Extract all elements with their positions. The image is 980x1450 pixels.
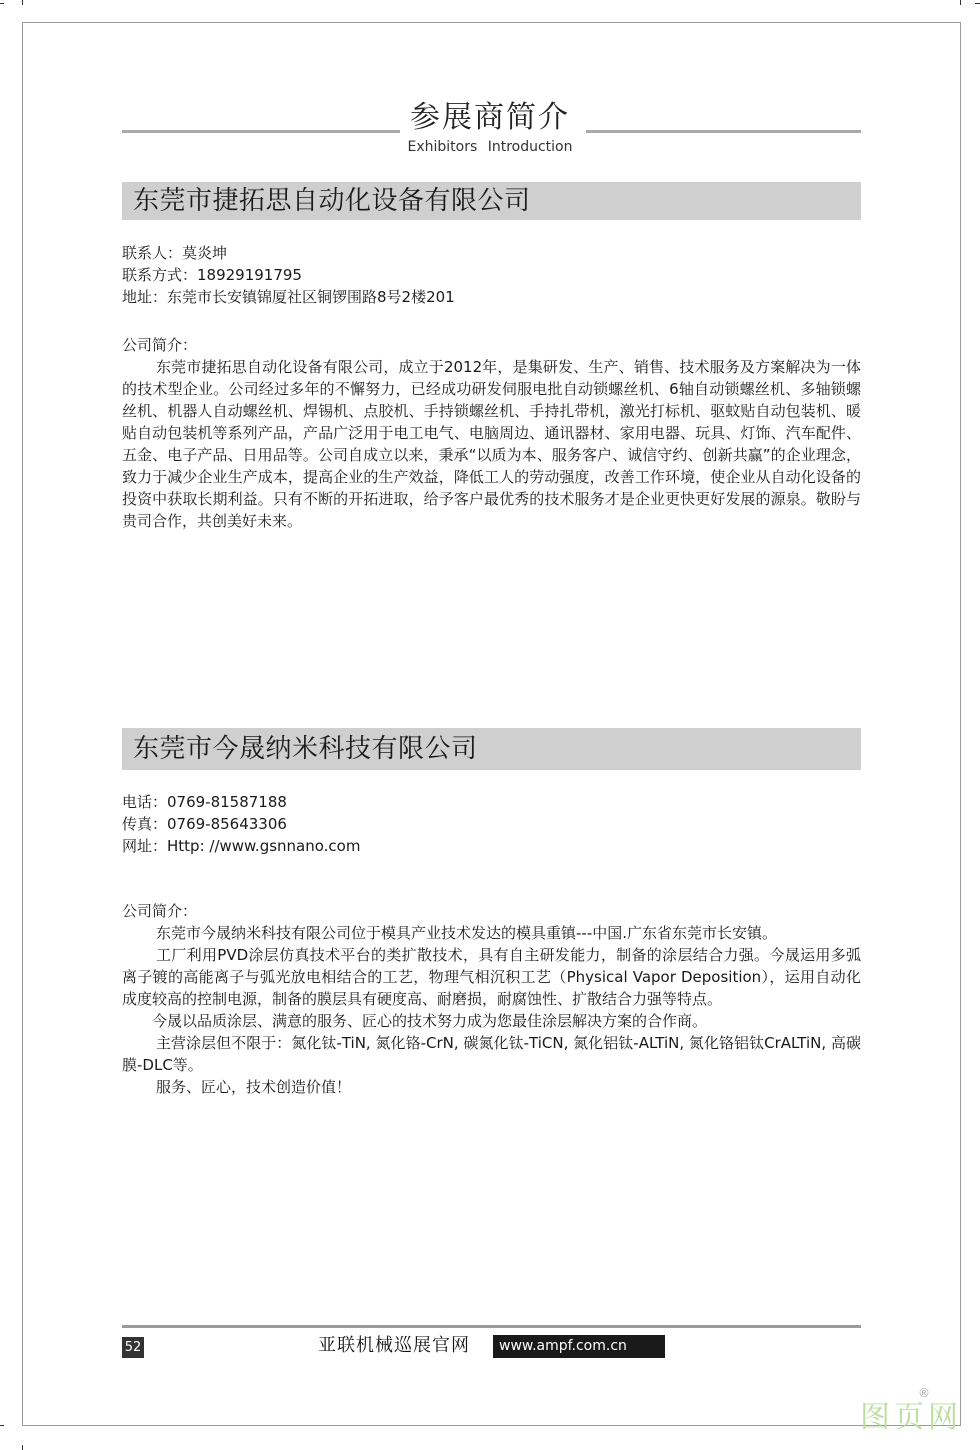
crop-mark xyxy=(22,1445,23,1450)
contact-fax: 传真：0769-85643306 xyxy=(122,815,287,833)
watermark-logo: 图页网 xyxy=(860,1400,962,1435)
crop-mark xyxy=(0,1425,4,1426)
intro-paragraph: 今晟以品质涂层、满意的服务、匠心的技术努力成为您最佳涂层解决方案的合作商。 xyxy=(152,1012,708,1030)
crop-mark xyxy=(22,0,23,5)
contact-phone: 电话：0769-81587188 xyxy=(122,793,287,811)
company-name: 东莞市捷拓思自动化设备有限公司 xyxy=(133,186,531,216)
intro-paragraph: 主营涂层但不限于：氮化钛-TiN, 氮化铬-CrN, 碳氮化钛-TiCN, 氮化铝钛-ALTiN, 氮化铬铝钛CrALTiN, 高碳膜-DLC等。 xyxy=(122,1034,861,1074)
company-contact xyxy=(122,242,455,308)
crop-mark xyxy=(960,0,961,5)
footer-title: 亚联机械巡展官网 xyxy=(318,1335,470,1356)
intro-paragraph: 服务、匠心，技术创造价值！ xyxy=(156,1078,352,1096)
intro-label: 公司简介： xyxy=(122,336,198,354)
company-intro xyxy=(122,356,861,532)
company-banner xyxy=(122,182,861,220)
intro-paragraph: 东莞市捷拓思自动化设备有限公司，成立于2012年，是集研发、生产、销售、技术服务及方案解决为一体的技术型企业。公司经过多年的不懈努力，已经成功研发伺服电批自动锁螺丝机、6轴自动锁螺丝机、多轴锁螺丝机、机器人自动螺丝机、焊锡机、点胶机、手持锁螺丝机、手持扎带机，激光打标机、驱蚊贴自动包装机、暖贴自动包装机等系列产品，产品广泛用于电工电气、电脑周边、通讯器材、家用电器、玩具、灯饰、汽车配件、五金、电子产品、日用品等。公司自成立以来，秉承“以质为本、服务客户、诚信守约、创新共赢”的企业理念，致力于减少企业生产成本，提高企业的生产效益，降低工人的劳动强度，改善工作环境，使企业从自动化设备的投资中获取长期利益。只有不断的开拓进取，给予客户最优秀的技术服务才是企业更快更好发展的源泉。敬盼与贵司合作，共创美好未来。 xyxy=(122,358,861,530)
page-subtitle: Exhibitors Introduction xyxy=(407,139,573,155)
company-name: 东莞市今晟纳米科技有限公司 xyxy=(133,734,478,764)
page-number: 52 xyxy=(122,1337,144,1358)
intro-label: 公司简介： xyxy=(122,902,198,920)
footer-url: www.ampf.com.cn xyxy=(493,1335,665,1358)
intro-paragraph: 东莞市今晟纳米科技有限公司位于模具产业技术发达的模具重镇---中国.广东省东莞市长安镇。 xyxy=(156,924,778,942)
page-frame xyxy=(22,22,961,1426)
company-banner xyxy=(122,728,861,770)
intro-paragraph: 工厂利用PVD涂层仿真技术平台的类扩散技术，具有自主研发能力，制备的涂层结合力强。今晟运用多弧离子镀的高能离子与弧光放电相结合的工艺，物理气相沉积工艺（Physical Vapor Deposition），运用自动化成度较高的控制电源，制备的膜层具有硬度高、耐磨损，耐腐蚀性、扩散结合力强等特点。 xyxy=(122,946,861,1008)
registered-mark: ® xyxy=(918,1386,930,1400)
contact-person: 联系人：莫炎坤 xyxy=(122,244,228,262)
contact-phone: 联系方式：18929191795 xyxy=(122,266,302,284)
footer-rule xyxy=(122,1325,861,1328)
contact-address: 地址：东莞市长安镇锦厦社区铜锣围路8号2楼201 xyxy=(122,288,455,306)
company-contact xyxy=(122,791,360,857)
page-title: 参展商简介 xyxy=(410,100,570,135)
contact-website: 网址：Http: //www.gsnnano.com xyxy=(122,837,361,855)
crop-mark xyxy=(0,3,4,4)
crop-mark xyxy=(975,3,980,4)
company-intro xyxy=(122,922,861,1098)
